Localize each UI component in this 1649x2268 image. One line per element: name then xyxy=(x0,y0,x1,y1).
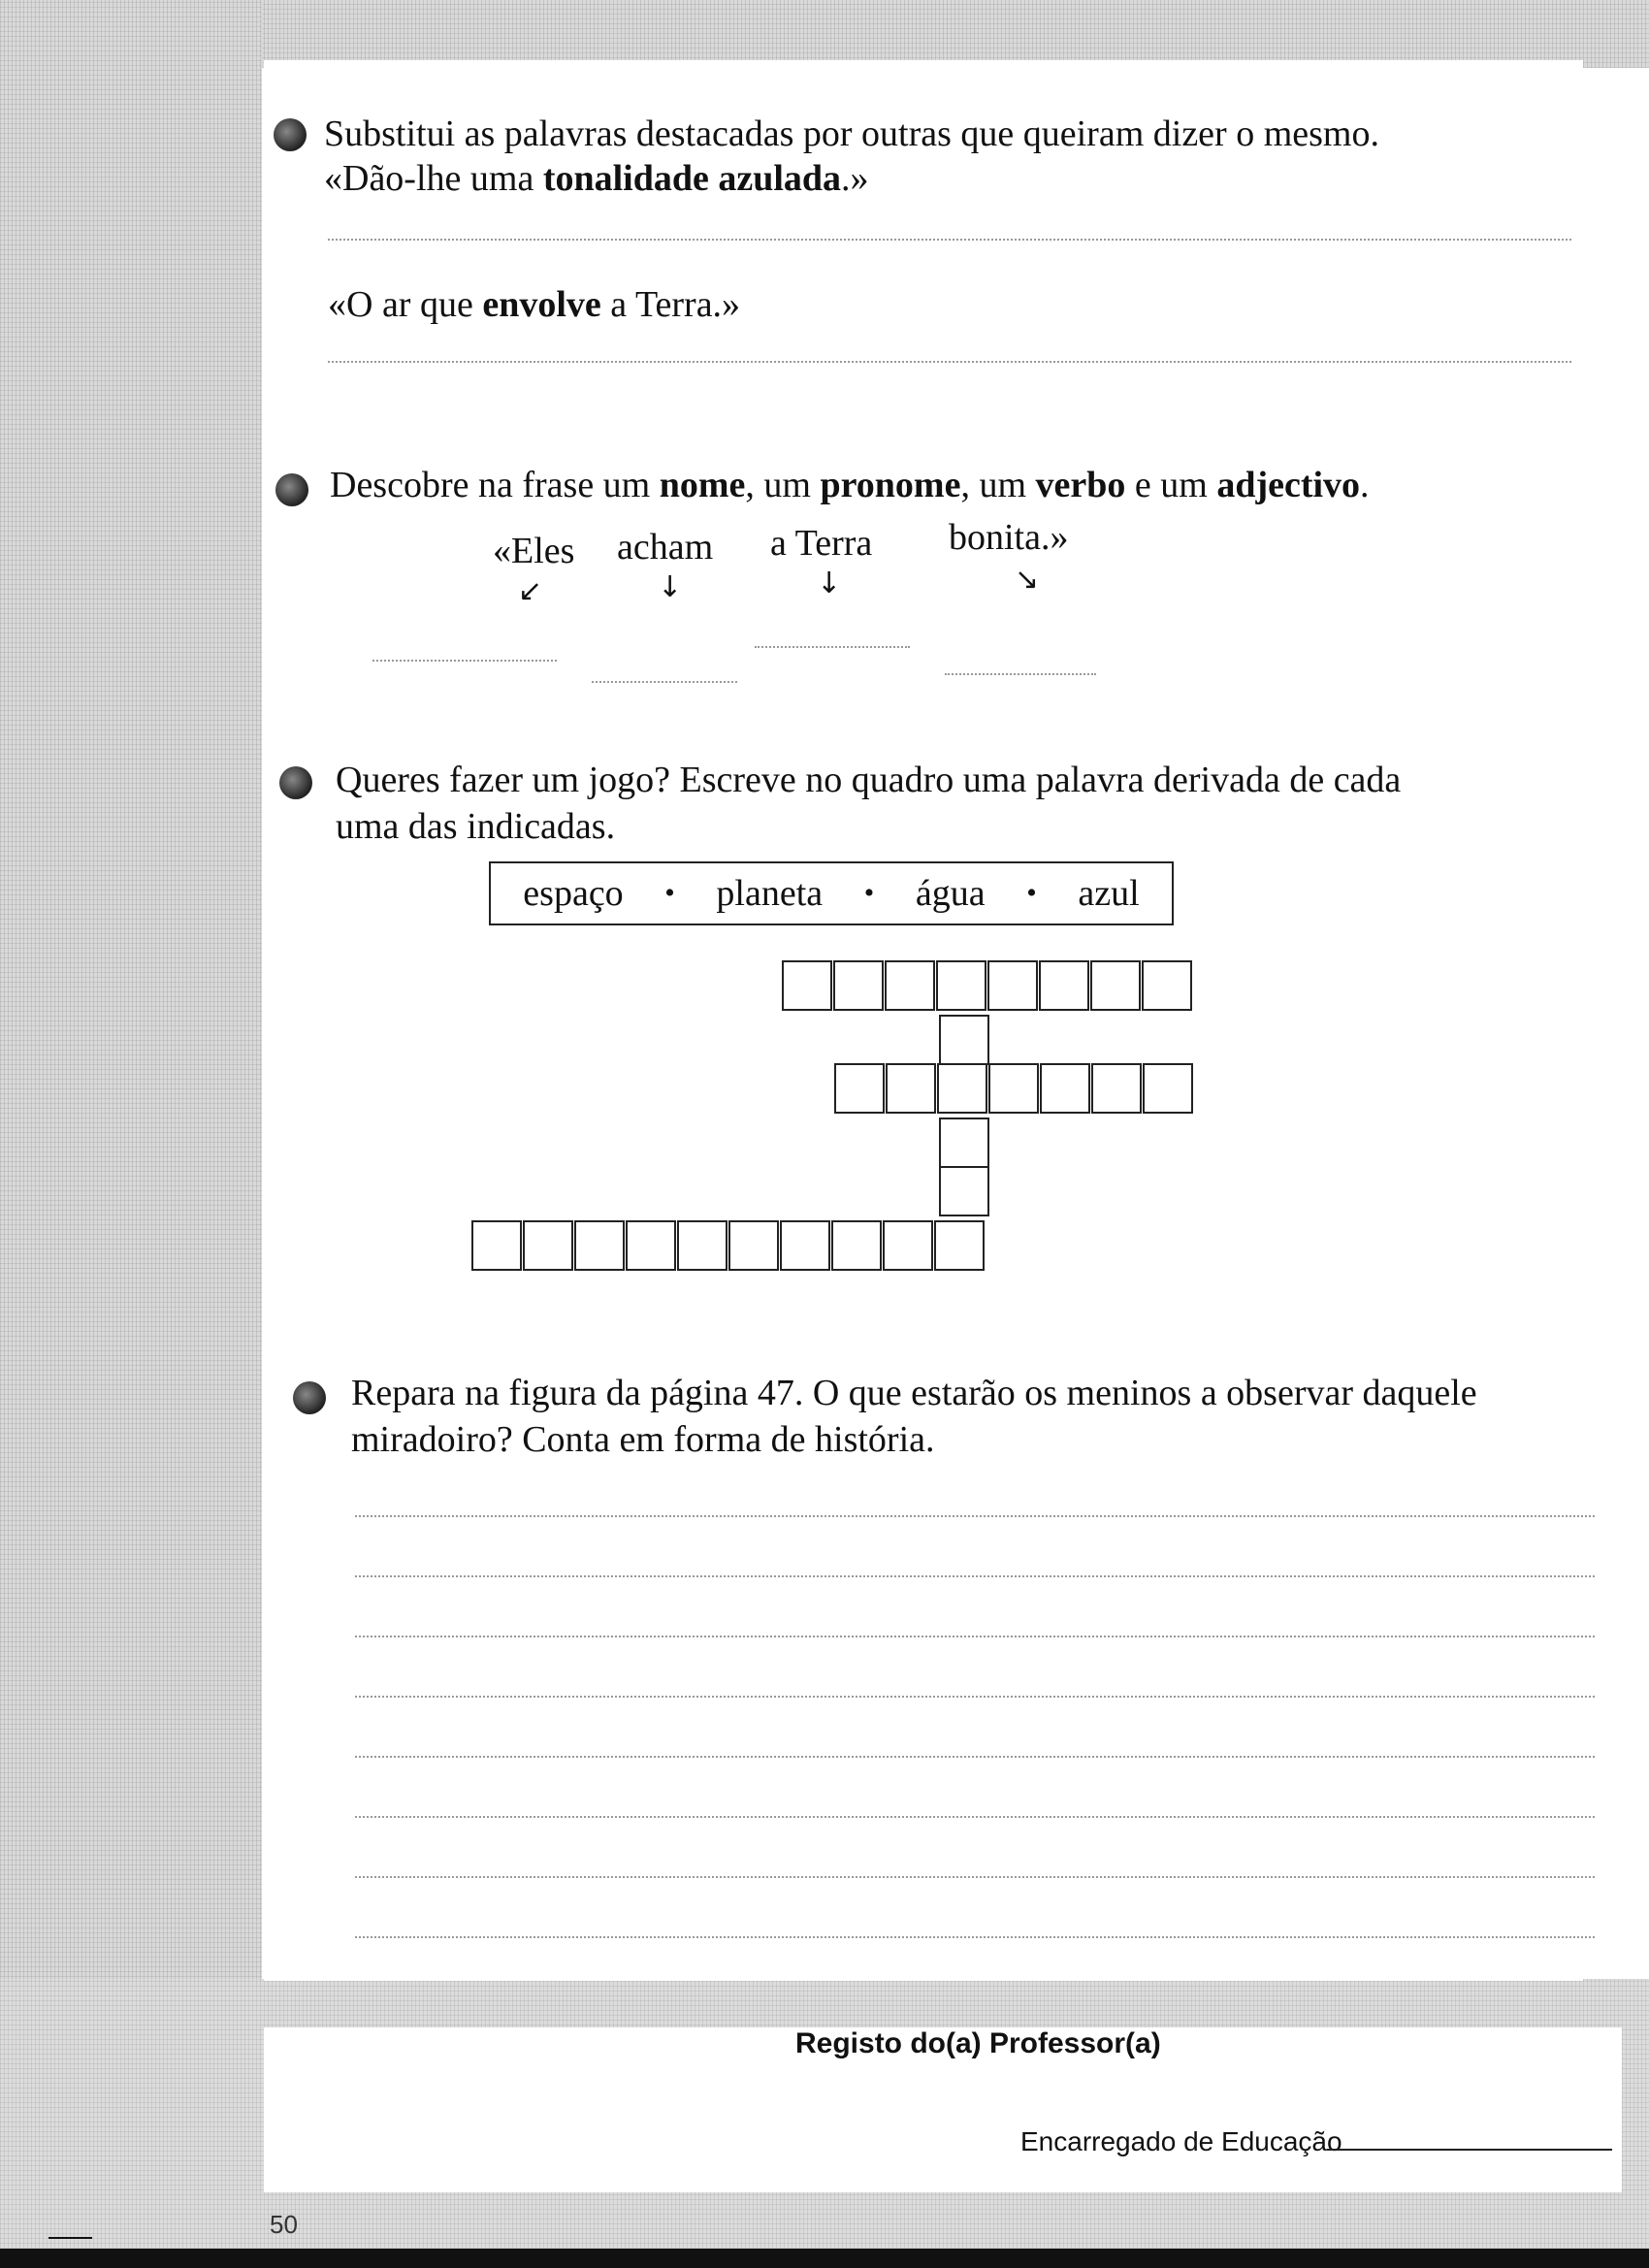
exercise-1-bullet-icon xyxy=(274,118,307,151)
answer-line[interactable] xyxy=(355,1636,1595,1637)
word-planeta: planeta xyxy=(716,873,824,914)
arrow-down-left-icon: ↙ xyxy=(518,574,543,608)
crossword-cell[interactable] xyxy=(782,960,832,1011)
crossword-cell[interactable] xyxy=(883,1220,933,1271)
crossword-cell[interactable] xyxy=(471,1220,522,1271)
word-list-box xyxy=(489,861,1174,925)
highlight-envolve: envolve xyxy=(482,284,601,325)
crossword-cell[interactable] xyxy=(831,1220,882,1271)
crossword-cell[interactable] xyxy=(1091,1063,1142,1114)
exercise-3-instruction-2: uma das indicadas. xyxy=(336,806,616,847)
exercise-1-phrase-2: «O ar que envolve a Terra.» xyxy=(328,284,741,325)
separator-bullet: • xyxy=(863,877,875,909)
exercise-2-instruction: Descobre na frase um nome, um pronome, um verbo e um adjectivo. xyxy=(330,465,1370,505)
arrow-down-icon: ↓ xyxy=(817,567,842,600)
crossword-cell[interactable] xyxy=(936,960,986,1011)
crossword-cell[interactable] xyxy=(988,1063,1039,1114)
exercise-1-instruction: Substitui as palavras destacadas por outras que queiram dizer o mesmo. xyxy=(324,113,1379,154)
separator-bullet: • xyxy=(664,877,675,909)
margin-tick xyxy=(48,2237,92,2239)
sentence-word-acham: acham xyxy=(617,527,714,567)
crossword-cell[interactable] xyxy=(939,1166,989,1216)
answer-line[interactable] xyxy=(945,673,1096,675)
answer-line[interactable] xyxy=(372,660,557,662)
crossword-cell[interactable] xyxy=(574,1220,625,1271)
exercise-3-bullet-icon xyxy=(279,766,312,799)
page-edge-texture-left xyxy=(0,0,262,2268)
crossword-cell[interactable] xyxy=(937,1063,987,1114)
crossword-cell[interactable] xyxy=(939,1118,989,1168)
crossword-cell[interactable] xyxy=(987,960,1038,1011)
highlight-tonalidade-azulada: tonalidade azulada xyxy=(542,158,842,199)
guardian-label: Encarregado de Educação xyxy=(1020,2126,1342,2156)
guardian-signature-line[interactable] xyxy=(1327,2149,1612,2151)
crossword-cell[interactable] xyxy=(1143,1063,1193,1114)
crossword-cell[interactable] xyxy=(1090,960,1141,1011)
crossword-cell[interactable] xyxy=(885,960,935,1011)
word-agua: água xyxy=(915,873,986,914)
answer-line[interactable] xyxy=(355,1936,1595,1938)
answer-line[interactable] xyxy=(328,361,1571,363)
crossword-cell[interactable] xyxy=(1039,960,1089,1011)
answer-line[interactable] xyxy=(355,1515,1595,1517)
answer-line[interactable] xyxy=(355,1816,1595,1818)
answer-line[interactable] xyxy=(592,681,737,683)
arrow-down-icon: ↓ xyxy=(658,570,683,604)
answer-line[interactable] xyxy=(355,1756,1595,1758)
answer-line[interactable] xyxy=(355,1696,1595,1698)
crossword-cell[interactable] xyxy=(934,1220,985,1271)
exercise-1-phrase-1: «Dão-lhe uma tonalidade azulada.» xyxy=(324,158,869,199)
crossword-cell[interactable] xyxy=(728,1220,779,1271)
worksheet-page xyxy=(264,60,1583,1981)
crossword-cell[interactable] xyxy=(886,1063,936,1114)
answer-line[interactable] xyxy=(355,1876,1595,1878)
exercise-2-bullet-icon xyxy=(275,473,308,506)
crossword-cell[interactable] xyxy=(939,1015,989,1065)
answer-line[interactable] xyxy=(755,646,910,648)
crossword-cell[interactable] xyxy=(677,1220,728,1271)
answer-line[interactable] xyxy=(355,1575,1595,1577)
teacher-register-title: Registo do(a) Professor(a) xyxy=(795,2027,1161,2059)
crossword-cell[interactable] xyxy=(834,1063,885,1114)
crossword-cell[interactable] xyxy=(1040,1063,1090,1114)
bottom-rule xyxy=(0,2249,1649,2268)
crossword-cell[interactable] xyxy=(523,1220,573,1271)
word-azul: azul xyxy=(1078,873,1140,914)
page-number: 50 xyxy=(270,2210,298,2239)
sentence-word-a-terra: a Terra xyxy=(770,523,873,564)
crossword-cell[interactable] xyxy=(1142,960,1192,1011)
crossword-cell[interactable] xyxy=(626,1220,676,1271)
arrow-down-right-icon: ↘ xyxy=(1015,563,1040,597)
crossword-cell[interactable] xyxy=(780,1220,830,1271)
exercise-3-instruction-1: Queres fazer um jogo? Escreve no quadro uma palavra derivada de cada xyxy=(336,760,1402,800)
crossword-cell[interactable] xyxy=(833,960,884,1011)
separator-bullet: • xyxy=(1026,877,1037,909)
answer-line[interactable] xyxy=(328,239,1571,241)
word-espaco: espaço xyxy=(523,873,624,914)
exercise-4-instruction-2: miradoiro? Conta em forma de história. xyxy=(351,1419,935,1460)
exercise-4-bullet-icon xyxy=(293,1381,326,1414)
sentence-word-bonita: bonita.» xyxy=(949,517,1069,558)
exercise-4-instruction-1: Repara na figura da página 47. O que estarão os meninos a observar daquele xyxy=(351,1373,1477,1413)
sentence-word-eles: «Eles xyxy=(493,531,575,571)
